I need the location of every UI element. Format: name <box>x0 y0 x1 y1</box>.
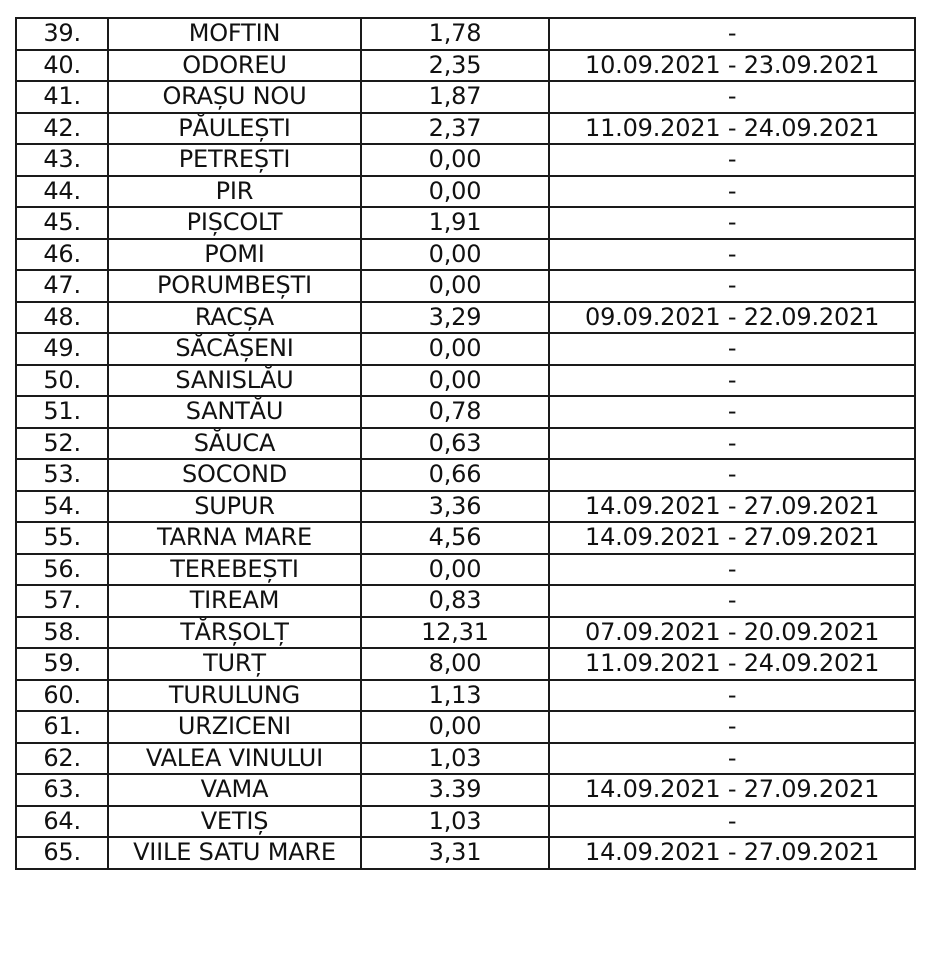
restriction-period-cell: - <box>549 144 915 176</box>
table-row <box>16 144 915 176</box>
locality-name-cell: ORAȘU NOU <box>108 81 361 113</box>
locality-name-cell: TIREAM <box>108 585 361 617</box>
restriction-period-cell: - <box>549 270 915 302</box>
table-row <box>16 806 915 838</box>
restriction-period-cell: 11.09.2021 - 24.09.2021 <box>549 113 915 145</box>
incidence-rate-cell: 0,00 <box>361 365 549 397</box>
locality-name-cell: SANISLĂU <box>108 365 361 397</box>
incidence-rate-cell: 3,31 <box>361 837 549 869</box>
table-row <box>16 648 915 680</box>
incidence-rate-cell: 3.39 <box>361 774 549 806</box>
incidence-rate-cell: 0,63 <box>361 428 549 460</box>
restriction-period-cell: - <box>549 585 915 617</box>
table-row <box>16 270 915 302</box>
restriction-period-cell: - <box>549 81 915 113</box>
table-row <box>16 459 915 491</box>
incidence-rate-cell: 0,00 <box>361 711 549 743</box>
row-number-cell: 57. <box>16 585 108 617</box>
row-number-cell: 59. <box>16 648 108 680</box>
table-row <box>16 365 915 397</box>
incidence-rate-cell: 0,00 <box>361 333 549 365</box>
locality-name-cell: SĂCĂȘENI <box>108 333 361 365</box>
locality-name-cell: PĂULEȘTI <box>108 113 361 145</box>
restriction-period-cell: - <box>549 680 915 712</box>
row-number-cell: 63. <box>16 774 108 806</box>
row-number-cell: 49. <box>16 333 108 365</box>
row-number-cell: 45. <box>16 207 108 239</box>
row-number-cell: 64. <box>16 806 108 838</box>
table-row <box>16 333 915 365</box>
locality-name-cell: TARNA MARE <box>108 522 361 554</box>
table-row <box>16 522 915 554</box>
incidence-rate-cell: 12,31 <box>361 617 549 649</box>
row-number-cell: 52. <box>16 428 108 460</box>
row-number-cell: 55. <box>16 522 108 554</box>
table-row <box>16 554 915 586</box>
row-number-cell: 53. <box>16 459 108 491</box>
locality-name-cell: ODOREU <box>108 50 361 82</box>
table-row <box>16 50 915 82</box>
locality-name-cell: VIILE SATU MARE <box>108 837 361 869</box>
restriction-period-cell: - <box>549 554 915 586</box>
row-number-cell: 47. <box>16 270 108 302</box>
incidence-rate-cell: 3,29 <box>361 302 549 334</box>
incidence-rate-cell: 0,00 <box>361 554 549 586</box>
locality-name-cell: PIȘCOLT <box>108 207 361 239</box>
row-number-cell: 42. <box>16 113 108 145</box>
locality-name-cell: PORUMBEȘTI <box>108 270 361 302</box>
table-row <box>16 774 915 806</box>
locality-name-cell: RACȘA <box>108 302 361 334</box>
restriction-period-cell: - <box>549 176 915 208</box>
incidence-rate-cell: 2,37 <box>361 113 549 145</box>
table-row <box>16 81 915 113</box>
row-number-cell: 60. <box>16 680 108 712</box>
locality-name-cell: MOFTIN <box>108 18 361 50</box>
restriction-period-cell: 14.09.2021 - 27.09.2021 <box>549 522 915 554</box>
row-number-cell: 65. <box>16 837 108 869</box>
locality-name-cell: VETIȘ <box>108 806 361 838</box>
restriction-period-cell: - <box>549 18 915 50</box>
restriction-period-cell: 09.09.2021 - 22.09.2021 <box>549 302 915 334</box>
row-number-cell: 46. <box>16 239 108 271</box>
table-row <box>16 302 915 334</box>
restriction-period-cell: - <box>549 396 915 428</box>
incidence-rate-cell: 0,83 <box>361 585 549 617</box>
table-row <box>16 176 915 208</box>
restriction-period-cell: 11.09.2021 - 24.09.2021 <box>549 648 915 680</box>
incidence-rate-cell: 2,35 <box>361 50 549 82</box>
incidence-rate-cell: 0,00 <box>361 270 549 302</box>
locality-name-cell: POMI <box>108 239 361 271</box>
localities-table <box>15 17 916 870</box>
locality-name-cell: TURȚ <box>108 648 361 680</box>
row-number-cell: 50. <box>16 365 108 397</box>
table-row <box>16 428 915 460</box>
locality-name-cell: URZICENI <box>108 711 361 743</box>
restriction-period-cell: 10.09.2021 - 23.09.2021 <box>549 50 915 82</box>
incidence-rate-cell: 4,56 <box>361 522 549 554</box>
row-number-cell: 41. <box>16 81 108 113</box>
locality-name-cell: TEREBEȘTI <box>108 554 361 586</box>
restriction-period-cell: - <box>549 711 915 743</box>
incidence-rate-cell: 0,66 <box>361 459 549 491</box>
locality-name-cell: SANTĂU <box>108 396 361 428</box>
row-number-cell: 61. <box>16 711 108 743</box>
incidence-rate-cell: 0,00 <box>361 239 549 271</box>
table-row <box>16 18 915 50</box>
locality-name-cell: VAMA <box>108 774 361 806</box>
locality-name-cell: SUPUR <box>108 491 361 523</box>
row-number-cell: 48. <box>16 302 108 334</box>
incidence-rate-cell: 1,03 <box>361 743 549 775</box>
locality-name-cell: TĂRȘOLȚ <box>108 617 361 649</box>
table-row <box>16 680 915 712</box>
restriction-period-cell: 14.09.2021 - 27.09.2021 <box>549 837 915 869</box>
locality-name-cell: PETREȘTI <box>108 144 361 176</box>
incidence-rate-cell: 0,78 <box>361 396 549 428</box>
restriction-period-cell: - <box>549 333 915 365</box>
incidence-rate-cell: 1,87 <box>361 81 549 113</box>
restriction-period-cell: 14.09.2021 - 27.09.2021 <box>549 774 915 806</box>
restriction-period-cell: - <box>549 428 915 460</box>
restriction-period-cell: - <box>549 365 915 397</box>
restriction-period-cell: 07.09.2021 - 20.09.2021 <box>549 617 915 649</box>
restriction-period-cell: - <box>549 207 915 239</box>
incidence-rate-cell: 8,00 <box>361 648 549 680</box>
row-number-cell: 40. <box>16 50 108 82</box>
incidence-rate-cell: 3,36 <box>361 491 549 523</box>
table-row <box>16 837 915 869</box>
restriction-period-cell: 14.09.2021 - 27.09.2021 <box>549 491 915 523</box>
incidence-rate-cell: 0,00 <box>361 144 549 176</box>
incidence-rate-cell: 0,00 <box>361 176 549 208</box>
table-row <box>16 207 915 239</box>
restriction-period-cell: - <box>549 806 915 838</box>
table-row <box>16 711 915 743</box>
row-number-cell: 58. <box>16 617 108 649</box>
row-number-cell: 62. <box>16 743 108 775</box>
table-row <box>16 239 915 271</box>
table-body <box>16 18 915 869</box>
incidence-rate-cell: 1,78 <box>361 18 549 50</box>
restriction-period-cell: - <box>549 459 915 491</box>
row-number-cell: 56. <box>16 554 108 586</box>
row-number-cell: 54. <box>16 491 108 523</box>
locality-name-cell: SOCOND <box>108 459 361 491</box>
row-number-cell: 44. <box>16 176 108 208</box>
locality-name-cell: SĂUCA <box>108 428 361 460</box>
table-row <box>16 491 915 523</box>
locality-name-cell: TURULUNG <box>108 680 361 712</box>
row-number-cell: 39. <box>16 18 108 50</box>
locality-name-cell: PIR <box>108 176 361 208</box>
table-row <box>16 617 915 649</box>
incidence-rate-cell: 1,13 <box>361 680 549 712</box>
table-row <box>16 585 915 617</box>
row-number-cell: 43. <box>16 144 108 176</box>
restriction-period-cell: - <box>549 743 915 775</box>
locality-name-cell: VALEA VINULUI <box>108 743 361 775</box>
incidence-rate-cell: 1,03 <box>361 806 549 838</box>
incidence-rate-cell: 1,91 <box>361 207 549 239</box>
table-row <box>16 396 915 428</box>
restriction-period-cell: - <box>549 239 915 271</box>
table-row <box>16 113 915 145</box>
row-number-cell: 51. <box>16 396 108 428</box>
table-row <box>16 743 915 775</box>
